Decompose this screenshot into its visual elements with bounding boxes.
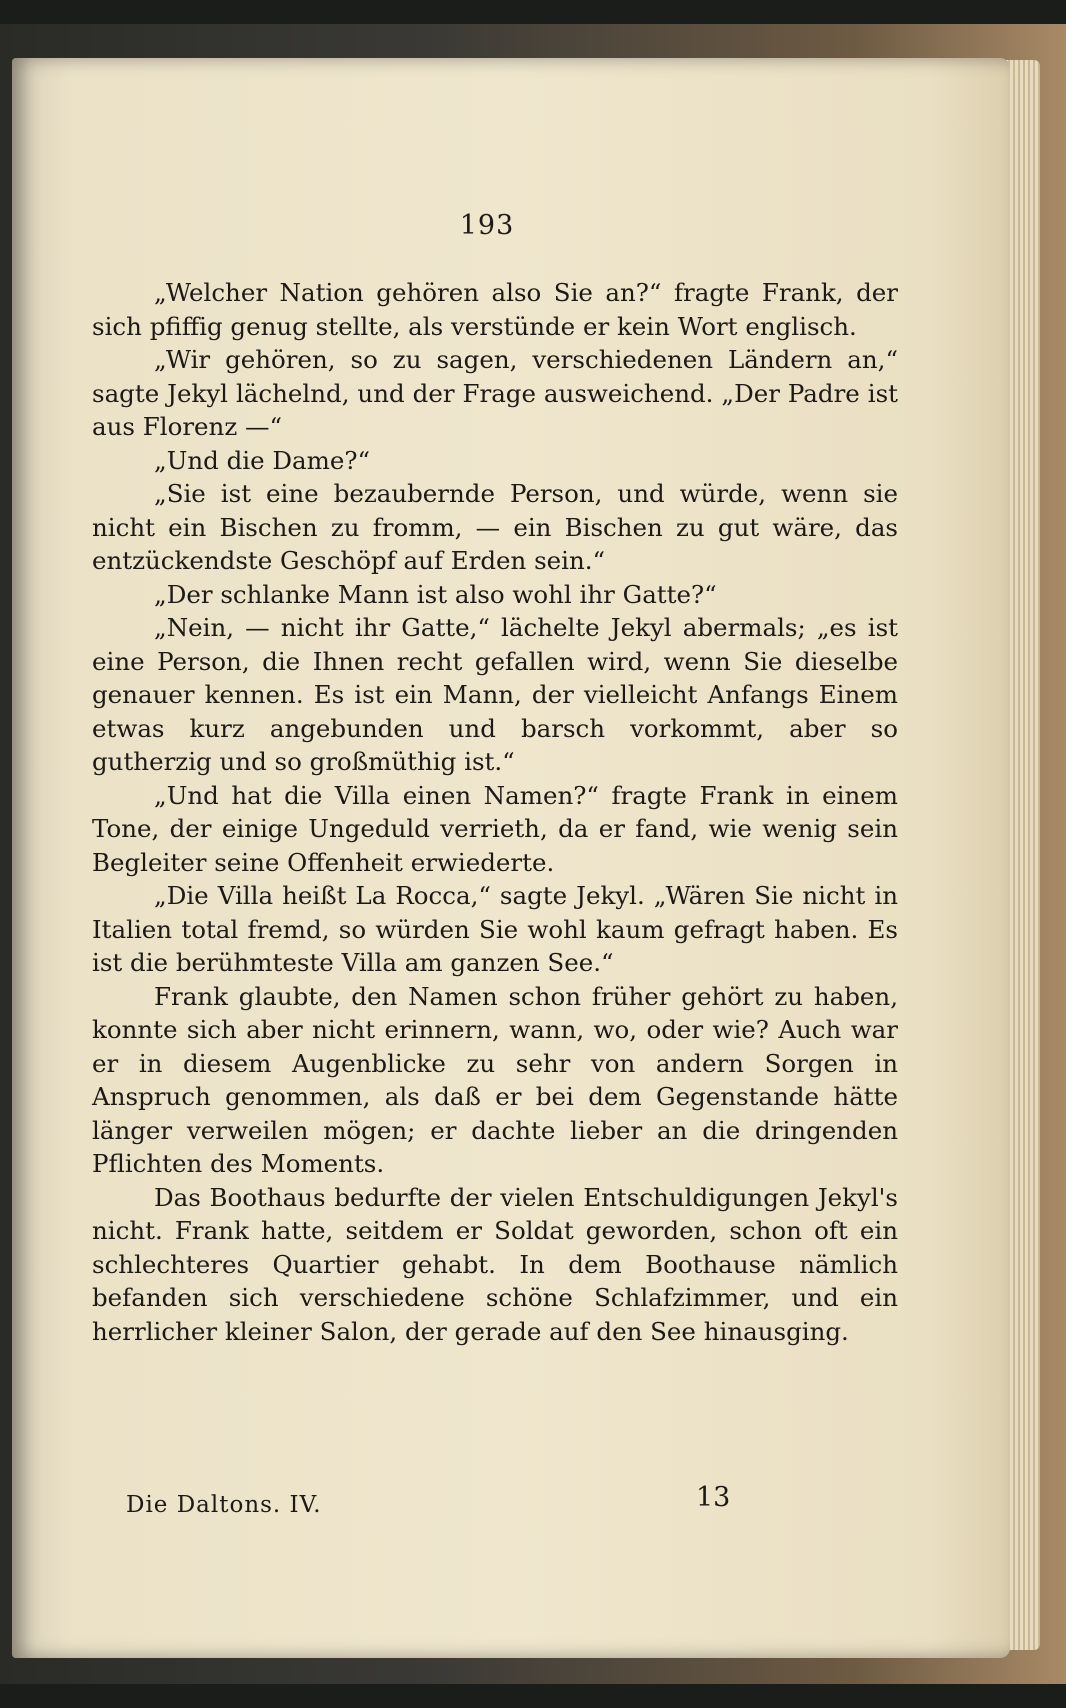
paragraph: Frank glaubte, den Namen schon früher gehört zu haben, konnte sich aber nicht erinnern, wann, wo, oder wie? Auch war er in diesem Augenblicke zu sehr von andern Sorgen in Anspruch genommen, als daß er bei dem Gegenstande hätte länger verweilen mögen; er dachte lieber an die dringenden Pflichten des Moments. xyxy=(92,981,898,1178)
paragraph: „Wir gehören, so zu sagen, verschiedenen Ländern an,“ sagte Jekyl lächelnd, und der Frage ausweichend. „Der Padre ist aus Florenz —“ xyxy=(92,345,898,441)
paragraph: „Und die Dame?“ xyxy=(154,445,371,475)
paragraph: „Welcher Nation gehören also Sie an?“ fragte Frank, der sich pfiffig genug stellte, als verstünde er kein Wort englisch. xyxy=(92,278,898,341)
page-number: 193 xyxy=(459,210,515,241)
paragraph: „Die Villa heißt La Rocca,“ sagte Jekyl. „Wären Sie nicht in Italien total fremd, so würden Sie wohl kaum gefragt haben. Es ist die berühmteste Villa am ganzen See.“ xyxy=(92,881,898,977)
paragraph: Das Boothaus bedurfte der vielen Entschuldigungen Jekyl's nicht. Frank hatte, seitdem er Soldat geworden, schon oft ein schlechteres Quartier gehabt. In dem Boothause nämlich befanden sich verschiedene schöne Schlafzimmer, und ein herrlicher kleiner Salon, der gerade auf den See hinausging. xyxy=(92,1182,898,1346)
book-page xyxy=(12,58,1010,1658)
paragraph: „Und hat die Villa einen Namen?“ fragte Frank in einem Tone, der einige Ungeduld verrieth, da er fand, wie wenig sein Begleiter seine Offenheit erwiederte. xyxy=(92,780,898,877)
signature-mark: Die Daltons. IV. xyxy=(126,1492,322,1518)
body-text xyxy=(92,276,898,1348)
paragraph: „Sie ist eine bezaubernde Person, und würde, wenn sie nicht ein Bischen zu fromm, — ein Bischen zu gut wäre, das entzückendste Geschöpf auf Erden sein.“ xyxy=(92,479,898,575)
paragraph: „Der schlanke Mann ist also wohl ihr Gatte?“ xyxy=(154,579,717,609)
paragraph: „Nein, — nicht ihr Gatte,“ lächelte Jekyl abermals; „es ist eine Person, die Ihnen recht gefallen wird, wenn Sie dieselbe genauer kennen. Es ist ein Mann, der vielleicht Anfangs Einem etwas kurz angebunden und barsch vorkommt, aber so gutherzig und so großmüthig ist.“ xyxy=(92,613,898,776)
sheet-number: 13 xyxy=(696,1482,731,1513)
